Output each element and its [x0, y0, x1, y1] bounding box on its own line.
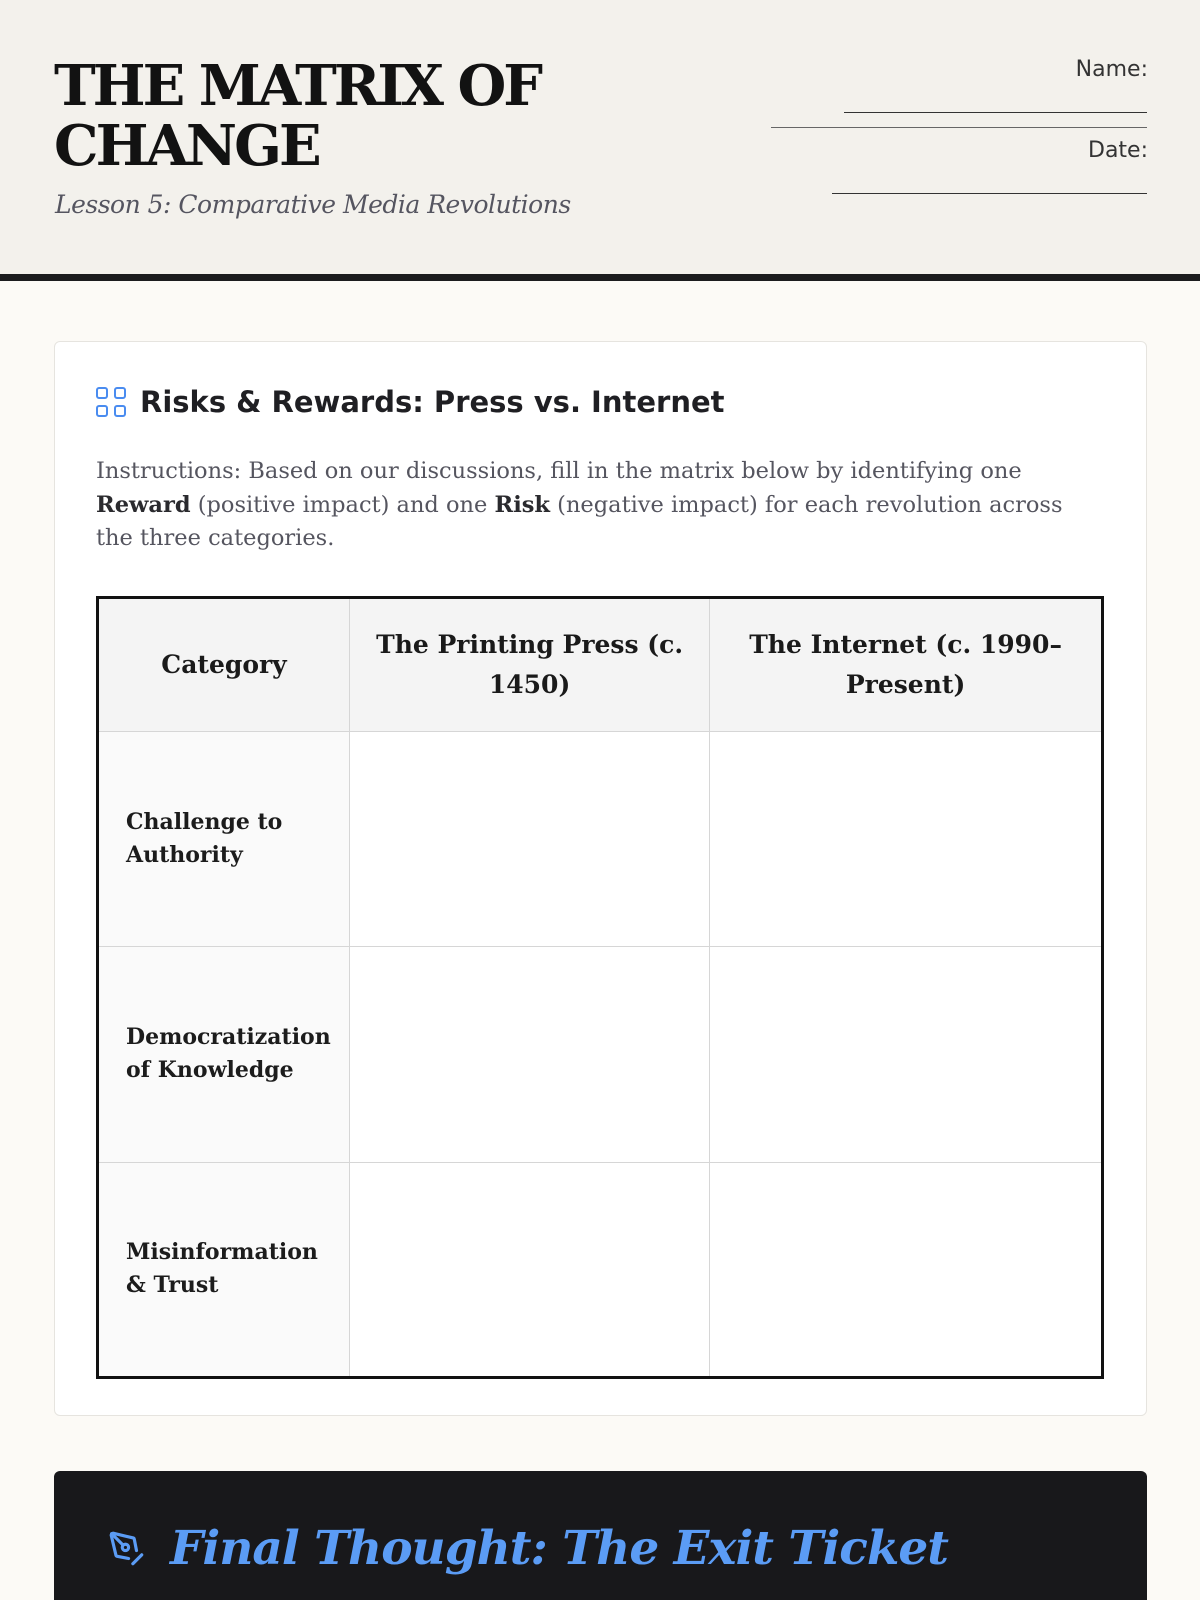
matrix-card: [54, 341, 1147, 1416]
category-cell: Challenge to Authority: [98, 732, 350, 947]
column-header-internet: The Internet (c. 1990–Present): [710, 598, 1103, 732]
section-heading: [96, 385, 725, 419]
category-cell: Democratization of Knowledge: [98, 947, 350, 1162]
table-row: [98, 732, 1103, 947]
worksheet-header: [0, 0, 1200, 281]
date-field[interactable]: [832, 193, 1147, 194]
page-title: THE MATRIX OF CHANGE: [54, 53, 541, 179]
name-label: Name:: [1075, 57, 1148, 82]
risk-term: Risk: [494, 491, 551, 518]
lesson-subtitle: Lesson 5: Comparative Media Revolutions: [55, 190, 571, 219]
section-title: Risks & Rewards: Press vs. Internet: [140, 385, 725, 419]
answer-cell-press[interactable]: [350, 1162, 710, 1377]
answer-cell-internet[interactable]: [710, 947, 1103, 1162]
field-divider: [771, 127, 1147, 128]
answer-cell-press[interactable]: [350, 947, 710, 1162]
grid-icon: [96, 387, 126, 417]
exit-ticket-title: Final Thought: The Exit Ticket: [170, 1521, 948, 1576]
table-header-row: [98, 598, 1103, 732]
exit-ticket-heading: [108, 1521, 948, 1576]
answer-cell-internet[interactable]: [710, 1162, 1103, 1377]
comparison-matrix: [96, 596, 1104, 1379]
answer-cell-press[interactable]: [350, 732, 710, 947]
answer-cell-internet[interactable]: [710, 732, 1103, 947]
column-header-printing-press: The Printing Press (c. 1450): [350, 598, 710, 732]
exit-ticket-panel: [54, 1471, 1147, 1600]
column-header-category: Category: [98, 598, 350, 732]
name-field[interactable]: [844, 112, 1147, 113]
category-cell: Misinformation & Trust: [98, 1162, 350, 1377]
date-label: Date:: [1088, 138, 1148, 163]
table-row: [98, 1162, 1103, 1377]
table-row: [98, 947, 1103, 1162]
pen-tool-icon: [108, 1530, 146, 1568]
instructions: Instructions: Based on our discussions, fill in the matrix below by identifying one Reward (positive impact) and one Risk (negative impact) for each revolution across the three categories.: [96, 458, 1063, 551]
reward-term: Reward: [96, 491, 191, 518]
